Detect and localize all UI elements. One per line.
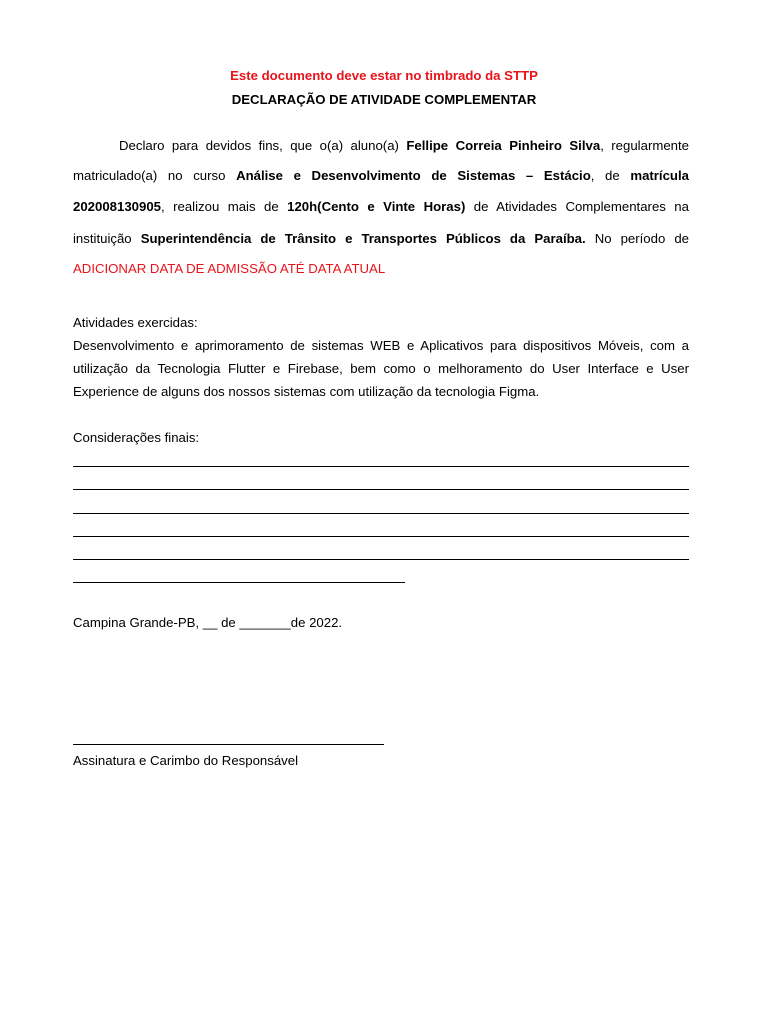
signature-label: Assinatura e Carimbo do Responsável bbox=[73, 753, 299, 768]
declaration-line-1 bbox=[73, 136, 689, 156]
final-considerations-heading: Considerações finais: bbox=[73, 430, 200, 445]
activities-line-2: utilização da Tecnologia Flutter e Firebase, bem como o melhoramento do User Interface e User bbox=[73, 361, 689, 376]
letterhead-notice: Este documento deve estar no timbrado da STTP bbox=[230, 68, 538, 83]
declaration-text: , regularmente bbox=[600, 138, 689, 153]
final-considerations-blank-line bbox=[73, 489, 689, 490]
declaration-text: Declaro para devidos fins, que o(a) aluno(a) bbox=[119, 138, 399, 153]
institution-name: Superintendência de Trânsito e Transportes Públicos da Paraíba. bbox=[140, 231, 586, 246]
course-name: Análise e Desenvolvimento de Sistemas – Estácio bbox=[236, 168, 591, 183]
registration-label: matrícula bbox=[630, 168, 689, 183]
declaration-text: , realizou mais de bbox=[161, 199, 279, 214]
declaration-text: No período de bbox=[594, 231, 690, 246]
final-considerations-blank-line bbox=[73, 559, 689, 560]
student-name: Fellipe Correia Pinheiro Silva bbox=[406, 138, 601, 153]
document-title: DECLARAÇÃO DE ATIVIDADE COMPLEMENTAR bbox=[231, 92, 537, 107]
registration-number: 202008130905 bbox=[73, 199, 162, 214]
declaration-text: , de bbox=[590, 168, 620, 183]
declaration-text: instituição bbox=[73, 231, 132, 246]
declaration-line-4 bbox=[73, 229, 689, 249]
final-considerations-blank-line bbox=[73, 466, 689, 467]
final-considerations-blank-line bbox=[73, 513, 689, 514]
hours-amount: 120h(Cento e Vinte Horas) bbox=[287, 199, 466, 214]
declaration-line-2 bbox=[73, 166, 689, 186]
signature-line bbox=[73, 744, 384, 745]
final-considerations-blank-line bbox=[73, 536, 689, 537]
activities-heading: Atividades exercidas: bbox=[73, 315, 198, 330]
final-considerations-blank-line bbox=[73, 582, 405, 583]
declaration-text: de Atividades Complementares na bbox=[473, 199, 689, 214]
declaration-text: matriculado(a) no curso bbox=[73, 168, 226, 183]
activities-line-3: Experience de alguns dos nossos sistemas com utilização da tecnologia Figma. bbox=[73, 384, 540, 399]
date-line: Campina Grande-PB, __ de _______de 2022. bbox=[73, 615, 343, 630]
period-placeholder: ADICIONAR DATA DE ADMISSÃO ATÉ DATA ATUAL bbox=[73, 261, 386, 276]
declaration-line-3 bbox=[73, 197, 689, 217]
activities-line-1: Desenvolvimento e aprimoramento de sistemas WEB e Aplicativos para dispositivos Móveis, com a bbox=[73, 338, 689, 353]
